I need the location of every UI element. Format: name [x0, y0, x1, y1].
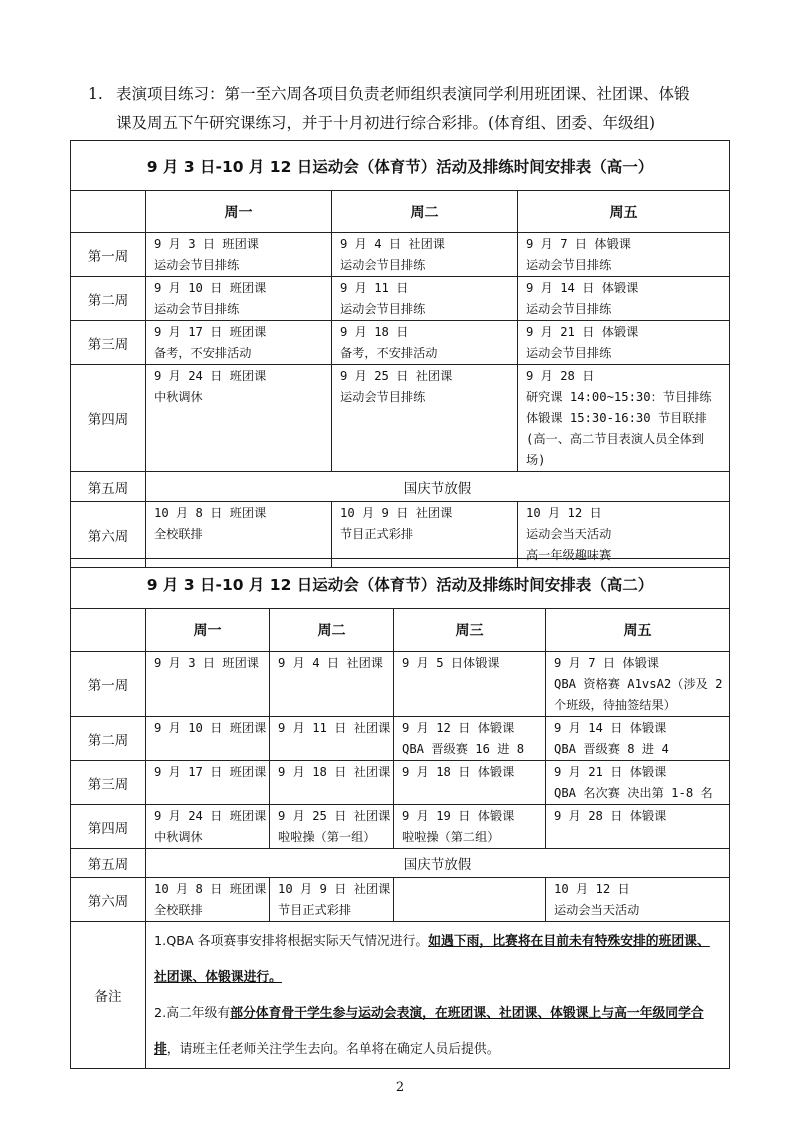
- note-2: [154, 996, 721, 1068]
- cell-line: 9 月 3 日 班团课: [154, 656, 259, 670]
- schedule-cell: [146, 652, 270, 717]
- cell-line: 中秋调休: [154, 390, 203, 404]
- cell-line: 9 月 11 日: [340, 281, 409, 295]
- cell-line: 10 月 12 日: [526, 506, 602, 520]
- schedule-cell: [270, 652, 394, 717]
- schedule-cell: [546, 805, 730, 849]
- table-row: [71, 849, 730, 878]
- cell-line: 9 月 25 日 社团课: [340, 369, 453, 383]
- table-row: [71, 761, 730, 805]
- cell-line: 节目正式彩排: [278, 903, 352, 917]
- cell-line: 9 月 19 日 体锻课: [402, 809, 515, 823]
- cell-line: 9 月 7 日 体锻课: [554, 656, 659, 670]
- schedule-cell-empty: [394, 878, 546, 922]
- table-row: [71, 805, 730, 849]
- table-row: [71, 365, 730, 472]
- notes-label: 备注: [71, 922, 146, 1069]
- cell-line: 9 月 5 日体锻课: [402, 656, 500, 670]
- cell-line: 运动会节目排练: [526, 258, 612, 272]
- table-row: [71, 277, 730, 321]
- cell-line: 9 月 28 日: [526, 369, 595, 383]
- cell-line: 9 月 17 日 班团课: [154, 765, 267, 779]
- cell-line: QBA 名次赛 决出第 1-8 名: [554, 786, 713, 800]
- schedule-cell: [394, 761, 546, 805]
- header-corner: [71, 609, 146, 652]
- table-title: 9 月 3 日-10 月 12 日运动会（体育节）活动及排练时间安排表（高二）: [71, 559, 730, 609]
- week-label: 第一周: [71, 652, 146, 717]
- table-row: [71, 717, 730, 761]
- intro-line-2: 课及周五下午研究课练习，并于十月初进行综合彩排。(体育组、团委、年级组): [116, 114, 656, 132]
- note-text: ，请班主任老师关注学生去向。名单将在确定人员后提供。: [166, 1042, 500, 1057]
- note-emphasis: 部分体育骨干学生参与运动会表演，在班团课、社团课、体锻课上与高一年级同学合排: [154, 1006, 704, 1057]
- schedule-cell: [518, 233, 730, 277]
- schedule-cell: [146, 717, 270, 761]
- cell-line: 9 月 12 日 体锻课: [402, 721, 515, 735]
- cell-line: 运动会节目排练: [154, 302, 240, 316]
- table-title: 9 月 3 日-10 月 12 日运动会（体育节）活动及排练时间安排表（高一）: [71, 141, 730, 191]
- cell-line: 全校联排: [154, 527, 203, 541]
- schedule-cell: [146, 277, 332, 321]
- cell-line: 高一年级趣味赛: [526, 548, 612, 562]
- table-row: [71, 878, 730, 922]
- schedule-cell: [146, 805, 270, 849]
- cell-line: 9 月 3 日 班团课: [154, 237, 259, 251]
- cell-line: 运动会节目排练: [526, 302, 612, 316]
- schedule-cell: [518, 365, 730, 472]
- cell-line: 运动会节目排练: [340, 258, 426, 272]
- cell-line: 运动会节目排练: [340, 302, 426, 316]
- schedule-cell: [146, 365, 332, 472]
- cell-line: 9 月 7 日 体锻课: [526, 237, 631, 251]
- cell-line: 9 月 28 日 体锻课: [554, 809, 667, 823]
- schedule-table-grade10: [70, 140, 730, 568]
- cell-line: 运动会当天活动: [554, 903, 640, 917]
- column-header: 周一: [146, 609, 270, 652]
- schedule-cell: [270, 878, 394, 922]
- column-header: 周二: [270, 609, 394, 652]
- cell-line: 中秋调休: [154, 830, 203, 844]
- cell-line: 10 月 9 日 社团课: [278, 882, 391, 896]
- cell-line: 9 月 21 日 体锻课: [526, 325, 639, 339]
- schedule-cell: [394, 717, 546, 761]
- cell-line: 备考，不安排活动: [154, 346, 252, 360]
- week-label: 第五周: [71, 849, 146, 878]
- page-number: 2: [395, 1080, 405, 1095]
- week-label: 第三周: [71, 321, 146, 365]
- table-row: [71, 472, 730, 502]
- schedule-cell: [332, 365, 518, 472]
- intro-number: 1.: [88, 85, 103, 103]
- cell-line: 9 月 25 日 社团课: [278, 809, 391, 823]
- cell-line: 9 月 4 日 社团课: [278, 656, 383, 670]
- week-label: 第四周: [71, 805, 146, 849]
- cell-line: 9 月 18 日 体锻课: [402, 765, 515, 779]
- schedule-cell: [270, 717, 394, 761]
- table-row: [71, 233, 730, 277]
- cell-line: 9 月 18 日: [340, 325, 409, 339]
- cell-line: 9 月 24 日 班团课: [154, 369, 267, 383]
- cell-line: 啦啦操（第二组）: [402, 830, 500, 844]
- holiday-cell: 国庆节放假: [146, 472, 730, 502]
- cell-line: 备考，不安排活动: [340, 346, 438, 360]
- cell-line: QBA 资格赛 A1vsA2（涉及 2 个班级，待抽签结果）: [554, 677, 723, 712]
- note-1: [154, 924, 721, 996]
- cell-line: 9 月 11 日 社团课: [278, 721, 391, 735]
- schedule-cell: [394, 805, 546, 849]
- table-row: [71, 652, 730, 717]
- cell-line: 节目正式彩排: [340, 527, 414, 541]
- cell-line: 啦啦操（第一组）: [278, 830, 376, 844]
- week-label: 第二周: [71, 277, 146, 321]
- schedule-cell: [270, 805, 394, 849]
- cell-line: 10 月 8 日 班团课: [154, 882, 267, 896]
- note-text: 1.QBA 各项赛事安排将根据实际天气情况进行。: [154, 934, 429, 949]
- schedule-cell: [546, 652, 730, 717]
- schedule-cell: [146, 233, 332, 277]
- column-header: 周五: [518, 191, 730, 233]
- schedule-cell: [518, 321, 730, 365]
- cell-line: 9 月 18 日 社团课: [278, 765, 391, 779]
- schedule-cell: [146, 761, 270, 805]
- week-label: 第一周: [71, 233, 146, 277]
- week-label: 第六周: [71, 878, 146, 922]
- header-corner: [71, 191, 146, 233]
- schedule-cell: [546, 761, 730, 805]
- cell-line: 9 月 24 日 班团课: [154, 809, 267, 823]
- column-header: 周五: [546, 609, 730, 652]
- intro-line-1: 表演项目练习：第一至六周各项目负责老师组织表演同学利用班团课、社团课、体锻: [116, 85, 690, 103]
- week-label: 第二周: [71, 717, 146, 761]
- cell-line: QBA 晋级赛 16 进 8: [402, 742, 525, 756]
- cell-line: 9 月 14 日 体锻课: [554, 721, 667, 735]
- column-header: 周一: [146, 191, 332, 233]
- note-emphasis: 如遇下雨，比赛将在目前未有特殊安排的班团课、社团课、体锻课进行。: [154, 934, 710, 985]
- schedule-cell: [546, 717, 730, 761]
- schedule-cell: [270, 761, 394, 805]
- cell-line: 全校联排: [154, 903, 203, 917]
- schedule-cell: [146, 878, 270, 922]
- column-header: 周三: [394, 609, 546, 652]
- cell-line: 运动会节目排练: [526, 346, 612, 360]
- note-text: 2.高二年级有: [154, 1006, 231, 1021]
- table-row: [71, 321, 730, 365]
- schedule-cell: [394, 652, 546, 717]
- holiday-cell: 国庆节放假: [146, 849, 730, 878]
- week-label: 第六周: [71, 502, 146, 568]
- week-label: 第四周: [71, 365, 146, 472]
- cell-line: 运动会当天活动: [526, 527, 612, 541]
- schedule-cell: [546, 878, 730, 922]
- cell-line: 体锻课 15:30-16:30 节目联排(高一、高二节目表演人员全体到场): [526, 411, 707, 467]
- cell-line: 9 月 4 日 社团课: [340, 237, 445, 251]
- cell-line: 9 月 21 日 体锻课: [554, 765, 667, 779]
- cell-line: 运动会节目排练: [154, 258, 240, 272]
- schedule-cell: [332, 277, 518, 321]
- cell-line: QBA 晋级赛 8 进 4: [554, 742, 669, 756]
- cell-line: 10 月 12 日: [554, 882, 630, 896]
- notes-cell: [146, 922, 730, 1069]
- notes-row: [71, 922, 730, 1069]
- week-label: 第三周: [71, 761, 146, 805]
- cell-line: 9 月 17 日 班团课: [154, 325, 267, 339]
- cell-line: 研究课 14:00~15:30：节目排练: [526, 390, 712, 404]
- schedule-cell: [332, 233, 518, 277]
- schedule-cell: [146, 321, 332, 365]
- week-label: 第五周: [71, 472, 146, 502]
- cell-line: 9 月 10 日 班团课: [154, 721, 267, 735]
- cell-line: 运动会节目排练: [340, 390, 426, 404]
- schedule-table-grade11: [70, 558, 730, 1069]
- schedule-cell: [518, 277, 730, 321]
- cell-line: 9 月 10 日 班团课: [154, 281, 267, 295]
- schedule-cell: [332, 321, 518, 365]
- cell-line: 10 月 8 日 班团课: [154, 506, 267, 520]
- cell-line: 10 月 9 日 社团课: [340, 506, 453, 520]
- column-header: 周二: [332, 191, 518, 233]
- cell-line: 9 月 14 日 体锻课: [526, 281, 639, 295]
